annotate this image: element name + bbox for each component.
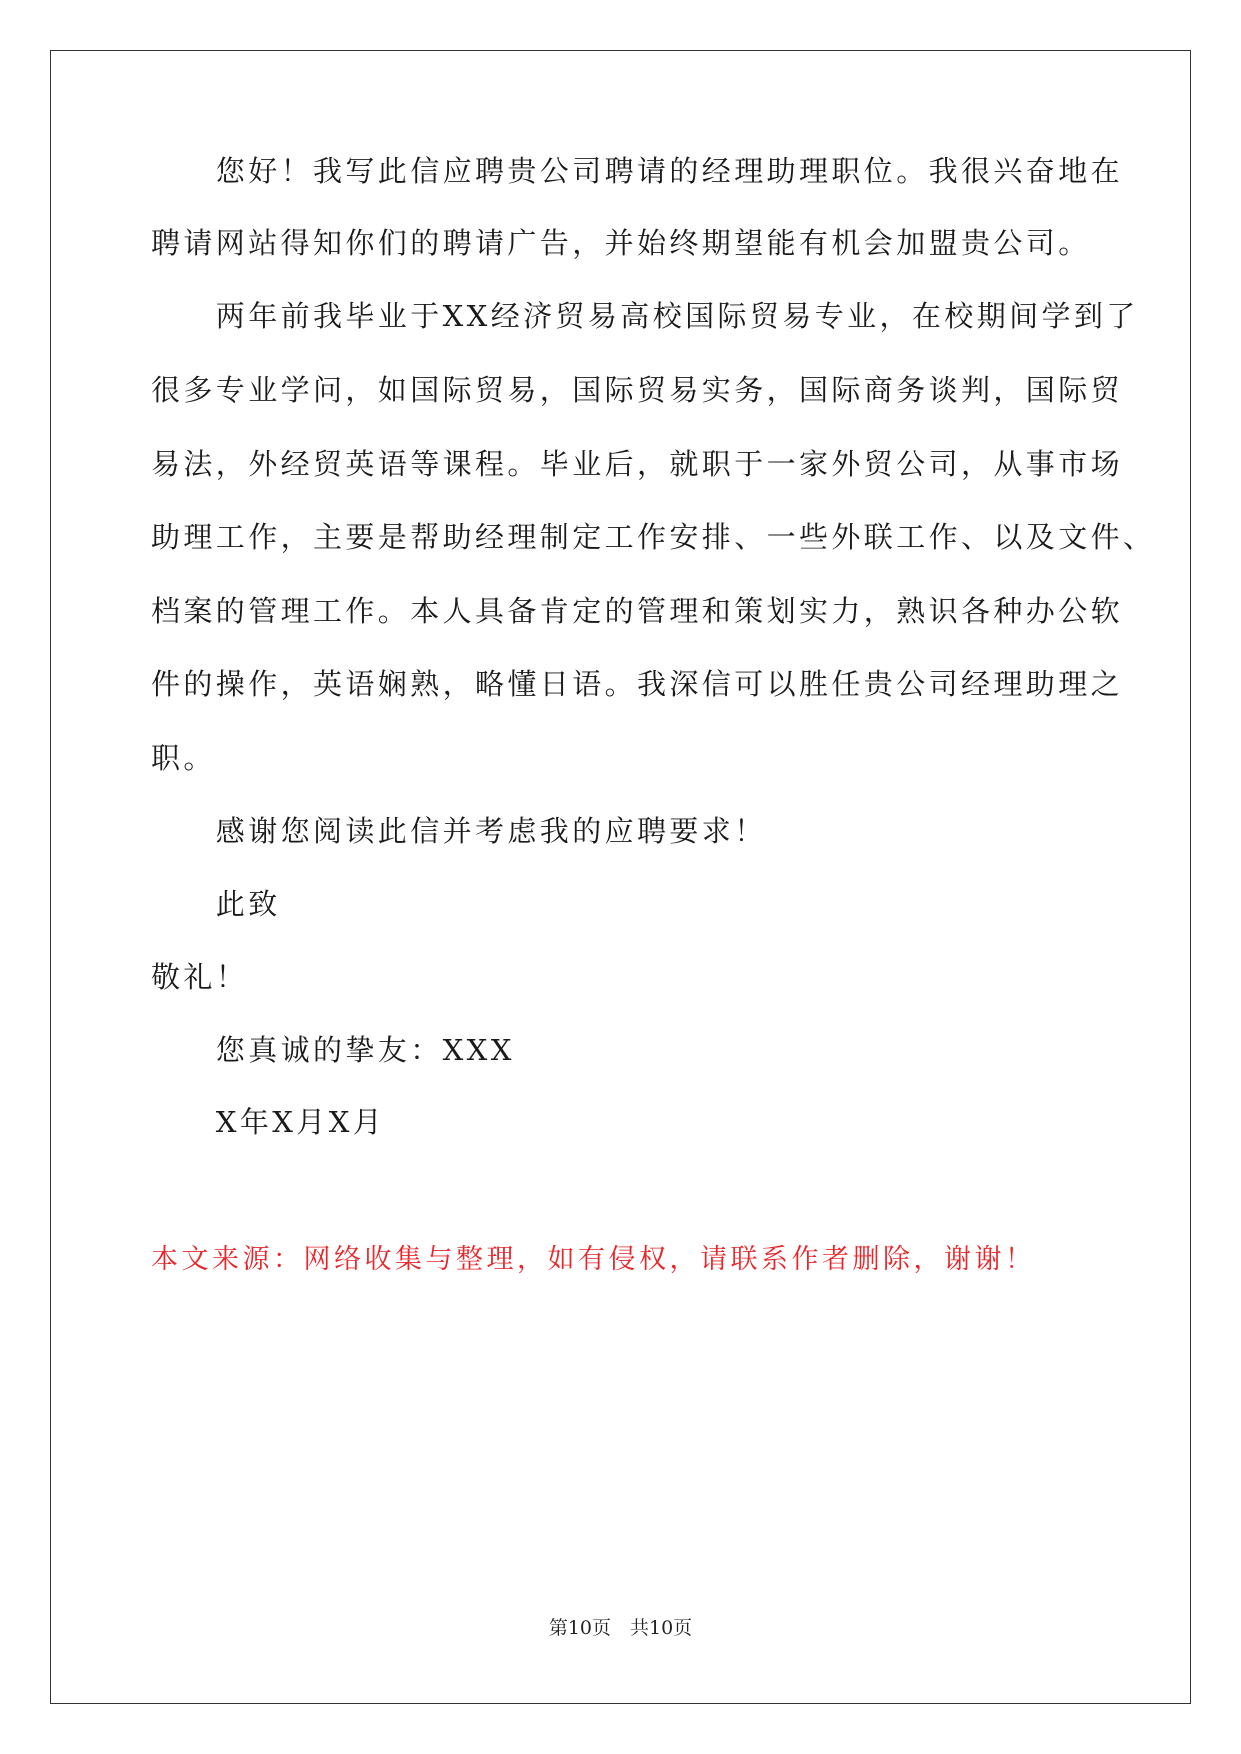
paragraph-line-6: 助理工作，主要是帮助经理制定工作安排、一些外联工作、以及文件、 bbox=[151, 520, 1156, 554]
signature-line: 您真诚的挚友：XXX bbox=[151, 1033, 515, 1067]
salutation-line: 敬礼！ bbox=[151, 960, 249, 994]
paragraph-line-9: 职。 bbox=[151, 741, 216, 775]
paragraph-line-1: 您好！我写此信应聘贵公司聘请的经理助理职位。我很兴奋地在 bbox=[151, 154, 1124, 188]
closing-line: 此致 bbox=[151, 887, 281, 921]
source-note: 本文来源：网络收集与整理，如有侵权，请联系作者删除，谢谢！ bbox=[151, 1244, 1036, 1275]
date-line: X年X月X月 bbox=[151, 1105, 386, 1139]
paragraph-line-2: 聘请网站得知你们的聘请广告，并始终期望能有机会加盟贵公司。 bbox=[151, 226, 1091, 260]
paragraph-line-7: 档案的管理工作。本人具备肯定的管理和策划实力，熟识各种办公软 bbox=[151, 594, 1124, 628]
page-number: 第10页 共10页 bbox=[548, 1617, 693, 1639]
paragraph-line-4: 很多专业学问，如国际贸易，国际贸易实务，国际商务谈判，国际贸 bbox=[151, 373, 1124, 407]
paragraph-line-5: 易法，外经贸英语等课程。毕业后，就职于一家外贸公司，从事市场 bbox=[151, 447, 1124, 481]
paragraph-line-8: 件的操作，英语娴熟，略懂日语。我深信可以胜任贵公司经理助理之 bbox=[151, 667, 1124, 701]
thanks-line: 感谢您阅读此信并考虑我的应聘要求！ bbox=[151, 814, 767, 848]
paragraph-line-3: 两年前我毕业于XX经济贸易高校国际贸易专业，在校期间学到了 bbox=[151, 299, 1139, 333]
